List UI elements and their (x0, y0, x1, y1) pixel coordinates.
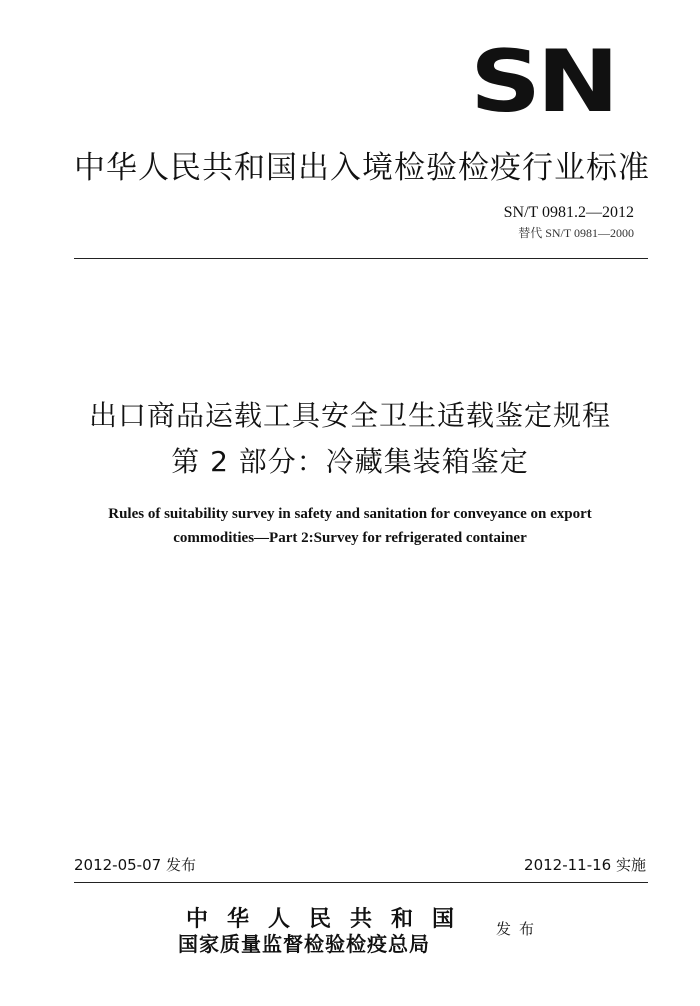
bottom-divider (74, 882, 648, 883)
top-divider (74, 258, 648, 259)
implementation-date: 2012-11-16 实施 (524, 856, 646, 874)
title-english-line1: Rules of suitability survey in safety and sanitation for conveyance on export (108, 506, 592, 522)
issuer-agency: 国家质量监督检验检疫总局 (178, 932, 430, 956)
title-chinese-line2: 第 2 部分：冷藏集装箱鉴定 (171, 445, 529, 478)
replaces-standard: 替代 SN/T 0981—2000 (518, 226, 634, 240)
issuer-release-label: 发布 (496, 920, 543, 938)
issuer-country: 中华人民共和国 (186, 906, 474, 932)
sn-logo: SN (470, 32, 615, 132)
standard-code: SN/T 0981.2—2012 (503, 204, 634, 221)
standard-category-heading: 中华人民共和国出入境检验检疫行业标准 (74, 150, 650, 186)
issue-date: 2012-05-07 发布 (74, 856, 196, 874)
title-chinese-line1: 出口商品运载工具安全卫生适载鉴定规程 (88, 399, 611, 432)
title-english-line2: commodities—Part 2:Survey for refrigerated container (173, 530, 527, 546)
